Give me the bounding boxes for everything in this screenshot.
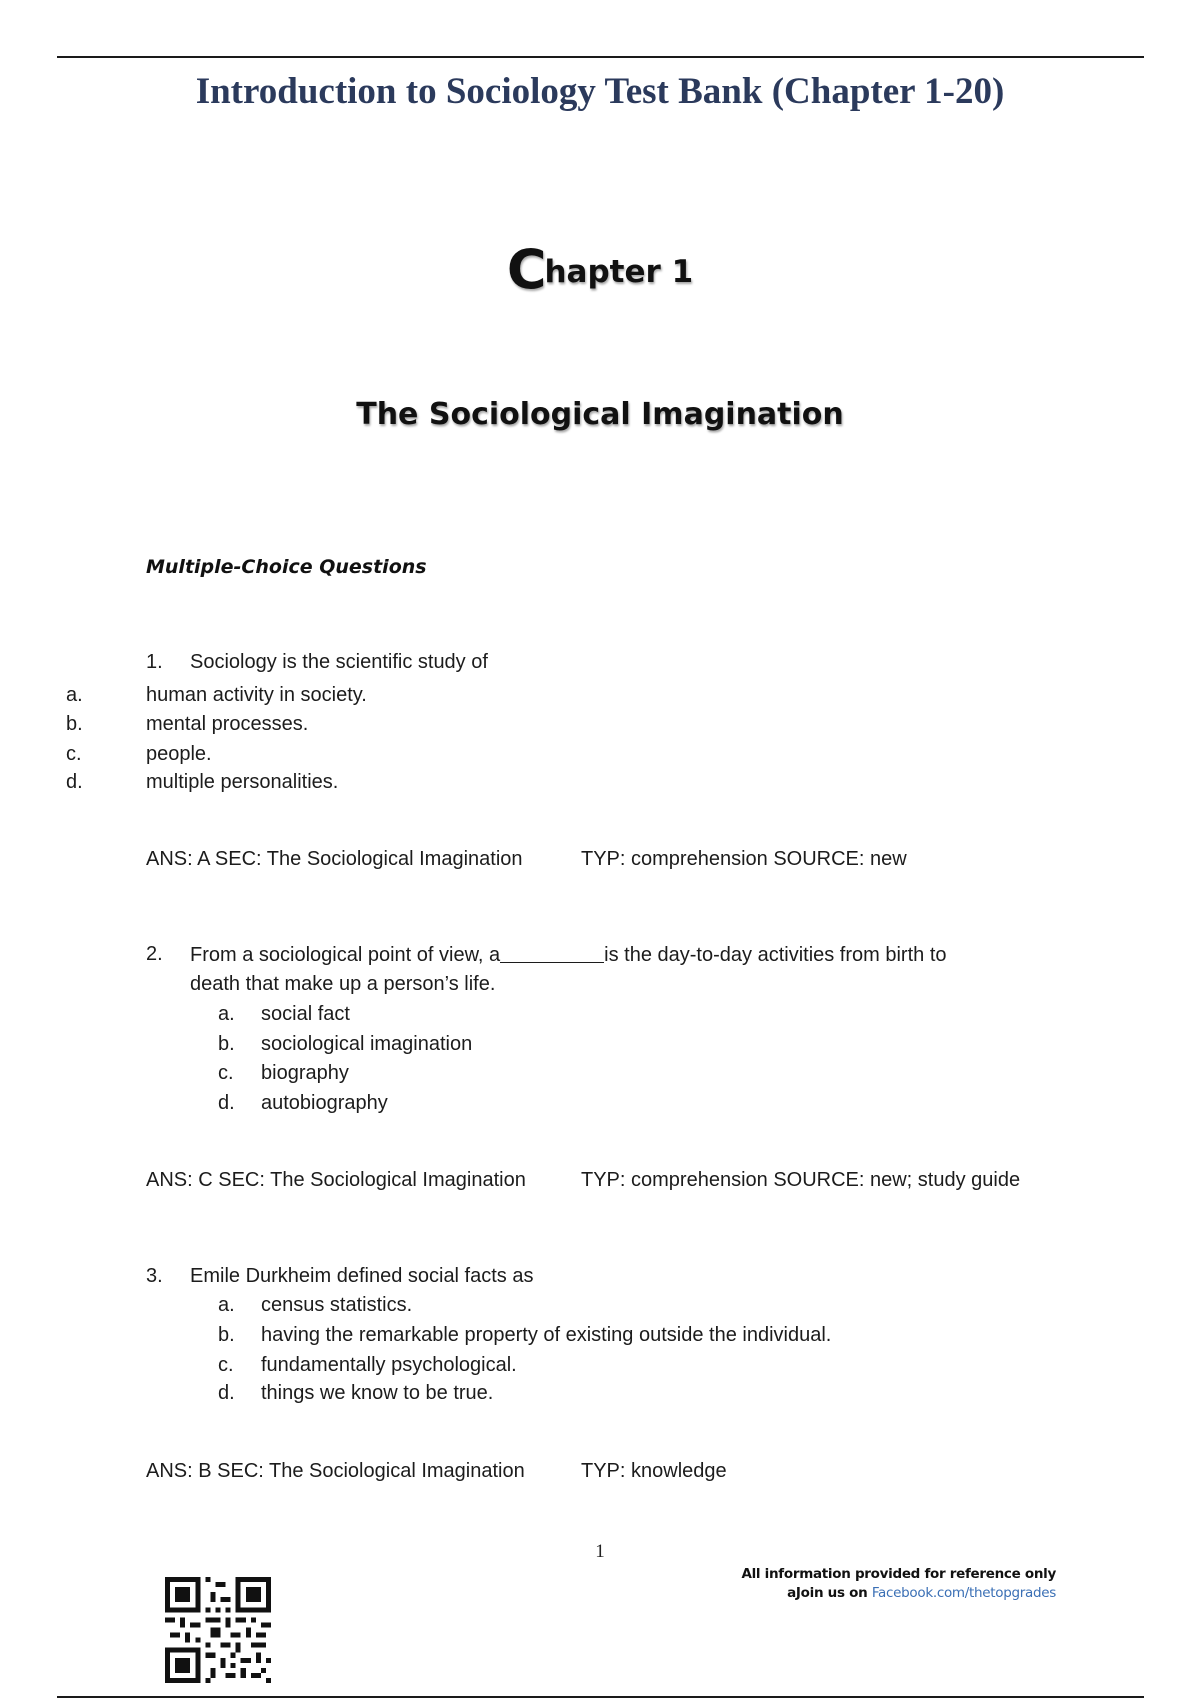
page-number: 1 — [595, 1541, 605, 1562]
option-letter: d. — [66, 771, 83, 793]
option-text: human activity in society. — [146, 684, 367, 706]
option-text: mental processes. — [146, 713, 309, 735]
option-text: people. — [146, 743, 212, 765]
document-title: Introduction to Sociology Test Bank (Chapter 1-20) — [195, 71, 1005, 112]
option-letter: d. — [218, 1382, 235, 1404]
answer-line: ANS: A SEC: The Sociological Imagination — [146, 848, 523, 870]
option-letter: a. — [66, 684, 83, 706]
option-text: sociological imagination — [261, 1033, 473, 1055]
footer-social — [741, 1584, 1056, 1603]
option-text: autobiography — [261, 1092, 388, 1114]
question-text-line-2: death that make up a person’s life. — [190, 973, 496, 995]
option-letter: b. — [66, 713, 83, 735]
option-letter: c. — [66, 743, 82, 765]
facebook-link[interactable]: Facebook.com/thetopgrades — [871, 1585, 1056, 1601]
option-letter: b. — [218, 1324, 235, 1346]
footer-note — [741, 1565, 1056, 1603]
type-line: TYP: comprehension SOURCE: new; study guide — [581, 1169, 1021, 1191]
chapter-heading — [0, 238, 1200, 301]
chapter-drop-cap: C — [506, 238, 545, 301]
chapter-heading-rest: hapter 1 — [544, 254, 694, 290]
fill-in-blank — [500, 942, 604, 963]
type-line: TYP: comprehension SOURCE: new — [581, 848, 907, 870]
question-text: Emile Durkheim defined social facts as — [190, 1265, 534, 1287]
option-text: multiple personalities. — [146, 771, 339, 793]
question-text-before-blank: From a sociological point of view, a — [190, 944, 501, 966]
option-letter: b. — [218, 1033, 235, 1055]
question-number: 3. — [146, 1265, 163, 1287]
option-text: having the remarkable property of existing outside the individual. — [261, 1324, 832, 1346]
footer-social-prefix: aJoin us on — [787, 1585, 872, 1601]
question-number: 2. — [146, 943, 163, 965]
section-heading: Multiple-Choice Questions — [146, 556, 427, 578]
option-text: social fact — [261, 1003, 350, 1025]
option-text: things we know to be true. — [261, 1382, 494, 1404]
option-text: biography — [261, 1062, 349, 1084]
chapter-title: The Sociological Imagination — [356, 397, 844, 432]
footer-disclaimer: All information provided for reference only — [741, 1566, 1056, 1582]
answer-line: ANS: C SEC: The Sociological Imagination — [146, 1169, 526, 1191]
option-text: fundamentally psychological. — [261, 1354, 517, 1376]
option-letter: d. — [218, 1092, 235, 1114]
qr-code-icon[interactable] — [165, 1577, 271, 1683]
question-text-after-blank: is the day-to-day activities from birth to — [604, 944, 947, 966]
question-number: 1. — [146, 651, 163, 673]
option-text: census statistics. — [261, 1294, 413, 1316]
bottom-rule — [57, 1696, 1144, 1698]
question-text — [190, 942, 947, 967]
option-letter: c. — [218, 1062, 234, 1084]
option-letter: a. — [218, 1003, 235, 1025]
question-text: Sociology is the scientific study of — [190, 651, 488, 673]
option-letter: a. — [218, 1294, 235, 1316]
option-letter: c. — [218, 1354, 234, 1376]
top-rule — [57, 56, 1144, 58]
answer-line: ANS: B SEC: The Sociological Imagination — [146, 1460, 525, 1482]
type-line: TYP: knowledge — [581, 1460, 727, 1482]
